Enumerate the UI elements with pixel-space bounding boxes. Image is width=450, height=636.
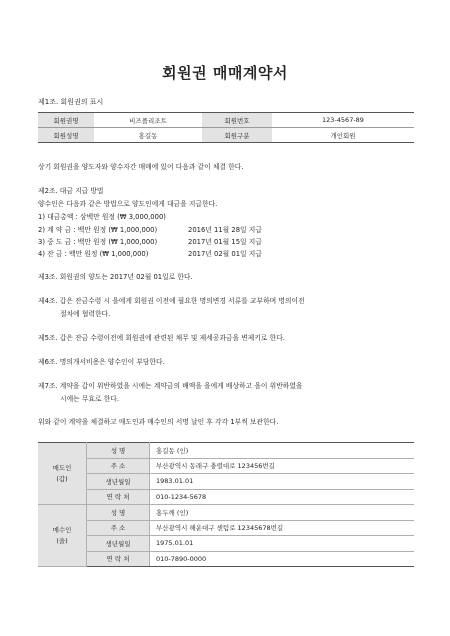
seller-address-label: 주 소 bbox=[87, 458, 150, 474]
seller-birthdate-label: 생년월일 bbox=[87, 474, 150, 490]
buyer-label-line1: 매수인 bbox=[52, 525, 72, 534]
buyer-label-line2: (을) bbox=[56, 536, 68, 545]
signature-table bbox=[38, 442, 414, 567]
article2-description: 양수인은 다음과 같은 방법으로 양도인에게 대금을 지급한다. bbox=[38, 200, 218, 208]
membership-name-value: 비즈플리조트 bbox=[94, 113, 202, 128]
buyer-address-value: 부산광역시 해운대구 센텀로 12345678번길 bbox=[150, 520, 415, 536]
document-title: 회원권 매매계약서 bbox=[162, 64, 288, 82]
seller-name-value: 홍길동 (인) bbox=[150, 443, 415, 459]
table-row bbox=[38, 474, 414, 490]
seller-phone-label: 연 락 처 bbox=[87, 489, 150, 505]
intro-text: 상기 회원권을 양도자와 양수자간 매매에 있어 다음과 같이 체결 한다. bbox=[38, 163, 244, 171]
membership-number-label: 회원번호 bbox=[202, 113, 272, 128]
table-row bbox=[38, 128, 414, 143]
payment-balance-date: 2017년 02월 01일 지급 bbox=[188, 250, 262, 258]
buyer-birthdate-value: 1975.01.01 bbox=[150, 536, 415, 552]
buyer-birthdate-label: 생년월일 bbox=[87, 536, 150, 552]
member-name-value: 홍길동 bbox=[94, 128, 202, 143]
member-type-label: 회원구분 bbox=[202, 128, 272, 143]
table-row bbox=[38, 551, 414, 567]
buyer-label bbox=[38, 505, 87, 567]
seller-name-label: 성 명 bbox=[87, 443, 150, 459]
article7-line2: 시에는 무효로 한다. bbox=[60, 395, 120, 403]
buyer-name-value: 홍두깨 (인) bbox=[150, 505, 415, 521]
buyer-address-label: 주 소 bbox=[87, 520, 150, 536]
buyer-phone-value: 010-7890-0000 bbox=[150, 551, 415, 567]
table-row bbox=[38, 520, 414, 536]
article3-text: 제3조. 회원권의 양도는 2017년 02월 01일로 한다. bbox=[38, 273, 193, 281]
seller-label bbox=[38, 443, 87, 505]
article7-line1: 제7조. 계약을 갑이 위반하였을 시에는 계약금의 배액을 을에게 배상하고 을이 위반하였을 bbox=[38, 382, 303, 390]
article4-line1: 제4조. 갑은 잔금수령 시 을에게 회원권 이전에 필요한 명의변경 서류를 교부하며 명의이전 bbox=[38, 297, 305, 305]
payment-balance: 4) 잔 금 : 백만 원정 (₩ 1,000,000) bbox=[38, 250, 149, 258]
seller-phone-value: 010-1234-5678 bbox=[150, 489, 415, 505]
article4-line2: 절차에 협력한다. bbox=[60, 310, 111, 318]
article6-text: 제6조. 명의개서비용은 양수인이 부담한다. bbox=[38, 358, 165, 366]
payment-interim: 3) 중 도 금 : 백만 원정 (₩ 1,000,000) bbox=[38, 238, 158, 246]
buyer-phone-label: 연 락 처 bbox=[87, 551, 150, 567]
closing-text: 위와 같이 계약을 체결하고 매도인과 매수인의 서명 날인 후 각각 1부씩 보관한다. bbox=[38, 418, 279, 426]
seller-label-line1: 매도인 bbox=[52, 463, 72, 472]
table-row bbox=[38, 113, 414, 128]
membership-info-table bbox=[38, 112, 414, 143]
seller-birthdate-value: 1983.01.01 bbox=[150, 474, 415, 490]
member-type-value: 개인회원 bbox=[272, 128, 414, 143]
article1-heading: 제1조. 회원권의 표시 bbox=[38, 98, 104, 106]
table-row bbox=[38, 536, 414, 552]
seller-label-line2: (갑) bbox=[56, 474, 68, 483]
article2-heading: 제2조. 대금 지급 방법 bbox=[38, 187, 104, 195]
payment-deposit: 2) 계 약 금 : 백만 원정 (₩ 1,000,000) bbox=[38, 226, 158, 234]
payment-total: 1) 대금총액 : 삼백만 원정 (₩ 3,000,000) bbox=[38, 213, 166, 221]
membership-number-value: 123-4567-89 bbox=[272, 113, 414, 128]
seller-address-value: 부산광역시 동래구 충렬대로 123456번길 bbox=[150, 458, 415, 474]
payment-deposit-date: 2016년 11월 28일 지급 bbox=[188, 226, 262, 234]
table-row bbox=[38, 489, 414, 505]
membership-name-label: 회원권명 bbox=[38, 113, 94, 128]
article5-text: 제5조. 갑은 잔금 수령이전에 회원권에 관련된 채무 및 제세공과금을 변제키로 한다. bbox=[38, 334, 285, 342]
table-row bbox=[38, 505, 414, 521]
buyer-name-label: 성 명 bbox=[87, 505, 150, 521]
table-row bbox=[38, 443, 414, 459]
payment-interim-date: 2017년 01월 15일 지급 bbox=[188, 238, 262, 246]
table-row bbox=[38, 458, 414, 474]
member-name-label: 회원성명 bbox=[38, 128, 94, 143]
